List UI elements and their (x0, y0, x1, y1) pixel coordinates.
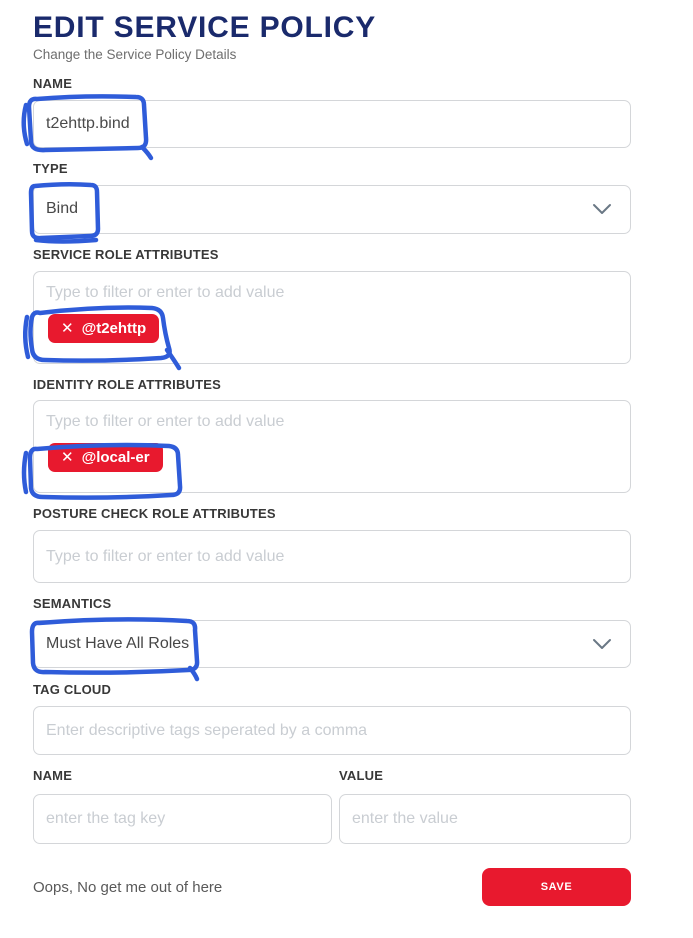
tag-key-label: NAME (33, 768, 73, 784)
page-subtitle: Change the Service Policy Details (33, 46, 237, 62)
remove-tag-icon[interactable]: ✕ (61, 319, 74, 337)
cancel-link[interactable]: Oops, No get me out of here (33, 878, 223, 896)
semantics-select[interactable] (33, 620, 631, 668)
tag-value-label: VALUE (339, 768, 384, 784)
custom-tag-row (33, 755, 631, 844)
tag-cloud-input[interactable] (33, 706, 631, 755)
posture-check-role-attributes-label: POSTURE CHECK ROLE ATTRIBUTES (33, 506, 276, 522)
tag-cloud-label: TAG CLOUD (33, 682, 112, 698)
form-footer (33, 868, 631, 906)
chevron-down-icon (592, 202, 612, 216)
semantics-select-value: Must Have All Roles (46, 635, 190, 653)
tag-value-input[interactable] (339, 794, 631, 844)
posture-check-role-attributes-placeholder: Type to filter or enter to add value (46, 547, 285, 565)
save-button[interactable] (482, 868, 631, 906)
identity-role-attributes-input[interactable] (33, 400, 631, 493)
tag-pill-label: @t2ehttp (81, 319, 147, 337)
remove-tag-icon[interactable]: ✕ (61, 449, 74, 467)
semantics-label: SEMANTICS (33, 596, 112, 612)
type-select-value: Bind (46, 200, 79, 218)
tag-pill-service-role[interactable] (48, 314, 159, 343)
tag-key-input[interactable] (33, 794, 332, 844)
service-role-attributes-placeholder: Type to filter or enter to add value (46, 283, 285, 301)
identity-role-attributes-label: IDENTITY ROLE ATTRIBUTES (33, 376, 222, 392)
tag-pill-identity-role[interactable] (48, 443, 163, 472)
identity-role-attributes-placeholder: Type to filter or enter to add value (46, 413, 285, 431)
name-input[interactable] (33, 100, 631, 148)
type-select[interactable] (33, 185, 631, 234)
tag-pill-label: @local-er (81, 449, 150, 467)
page-title: EDIT SERVICE POLICY (33, 11, 377, 44)
service-role-attributes-input[interactable] (33, 271, 631, 364)
save-button-label: SAVE (540, 881, 573, 894)
chevron-down-icon (592, 637, 612, 651)
type-label: TYPE (33, 160, 68, 176)
name-label: NAME (33, 75, 73, 91)
posture-check-role-attributes-input[interactable] (33, 530, 631, 583)
service-role-attributes-label: SERVICE ROLE ATTRIBUTES (33, 246, 219, 262)
